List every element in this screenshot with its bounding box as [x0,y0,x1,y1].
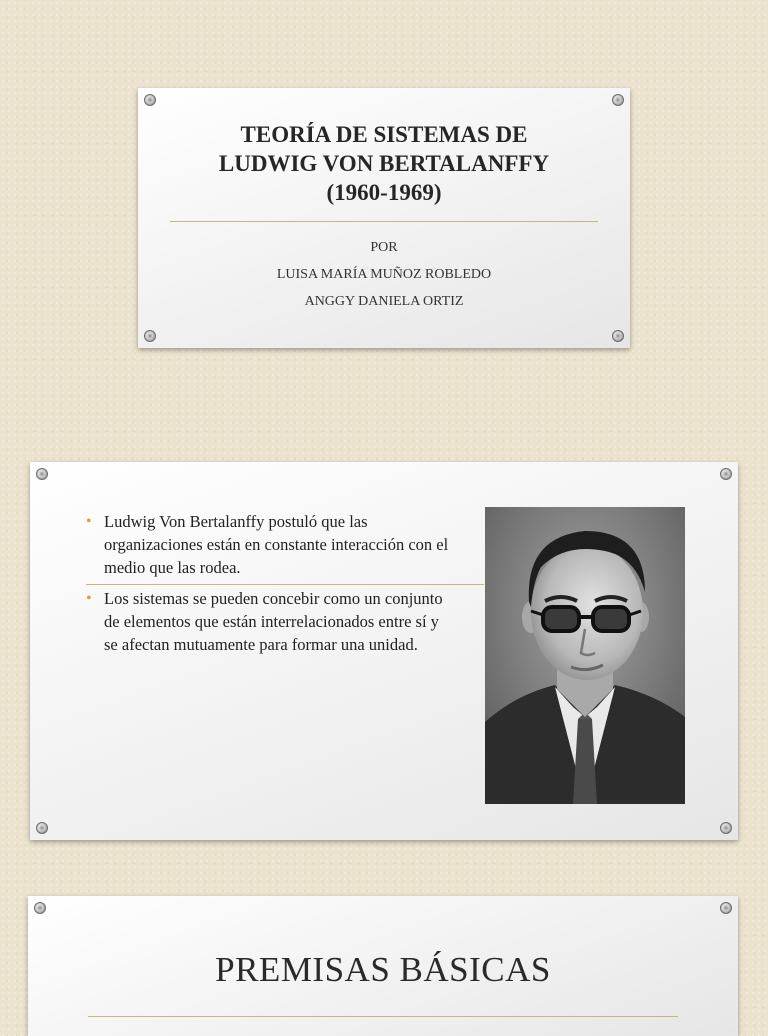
screw-icon [144,94,156,106]
bullet-item [86,510,456,579]
portrait-image [485,507,685,804]
screw-icon [612,94,624,106]
bullet-icon: • [86,513,92,530]
authors [138,234,630,315]
title-line: TEORÍA DE SISTEMAS DE [240,122,528,147]
bullet-icon: • [86,590,92,607]
screw-icon [36,468,48,480]
subtitle-line: ANGGY DANIELA ORTIZ [304,294,464,309]
screw-icon [720,822,732,834]
divider [88,1016,678,1017]
title-line: LUDWIG VON BERTALANFFY [218,151,550,176]
divider [86,584,484,585]
subtitle-line: POR [370,240,398,255]
screw-icon [612,330,624,342]
screw-icon [144,330,156,342]
section-title: PREMISAS BÁSICAS [215,950,551,989]
portrait-photo [485,507,685,804]
title-slide [138,88,630,348]
screw-icon [720,902,732,914]
screw-icon [720,468,732,480]
content-slide [30,462,738,840]
bullet-item [86,587,456,656]
bullet-list [86,510,456,664]
subtitle-line: LUISA MARÍA MUÑOZ ROBLEDO [276,267,492,282]
divider [170,221,598,222]
bullet-text: Ludwig Von Bertalanffy postuló que las organizaciones están en constante interacción con el medio que las rodea. [104,512,449,577]
slide-title [138,120,630,207]
screw-icon [34,902,46,914]
screw-icon [36,822,48,834]
section-slide [28,896,738,1036]
title-line: (1960-1969) [326,180,442,205]
bullet-text: Los sistemas se pueden concebir como un conjunto de elementos que están interrelacionados entre sí y se afectan mutuamente para formar una unidad. [104,589,443,654]
